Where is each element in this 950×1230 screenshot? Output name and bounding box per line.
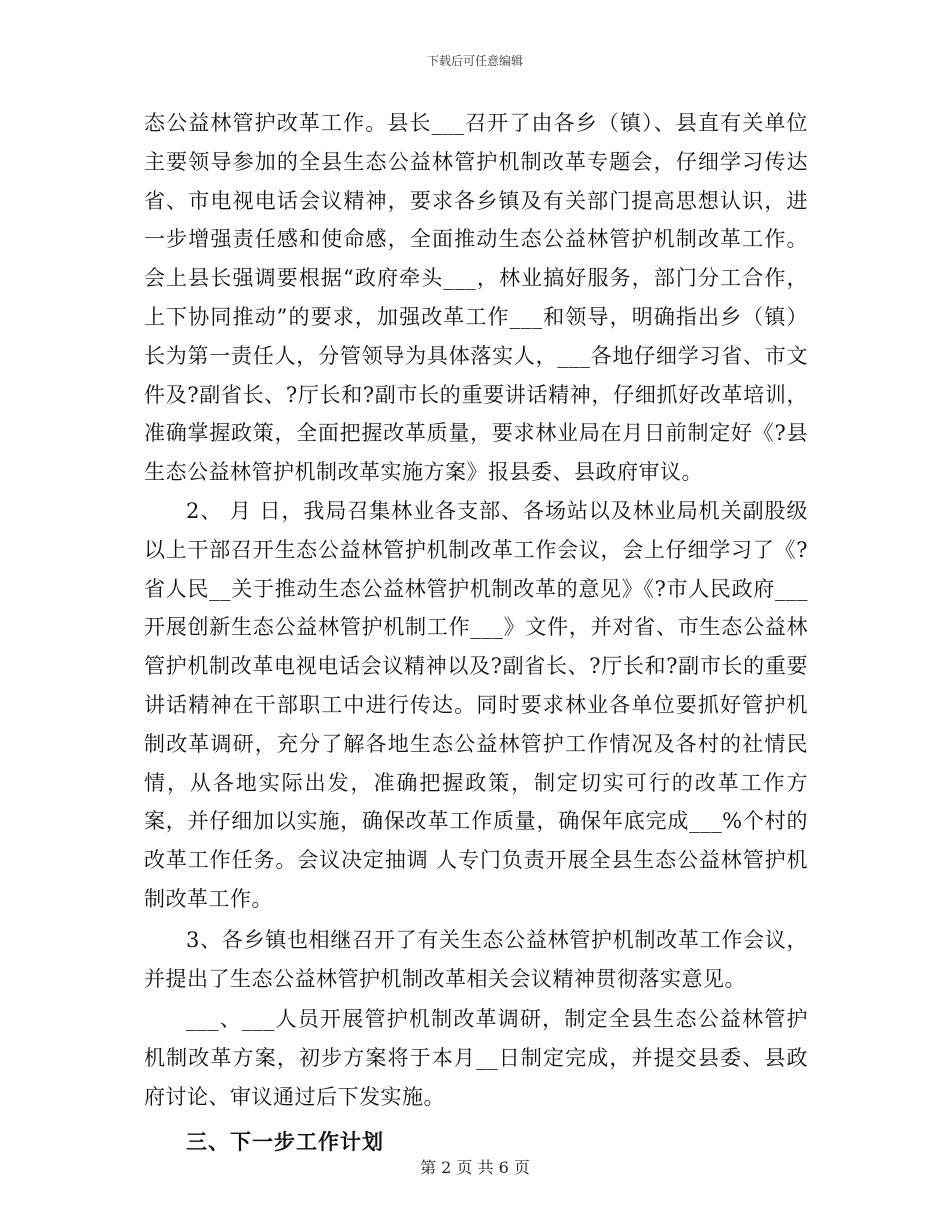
page-number: 第 2 页 共 6 页: [420, 1158, 530, 1177]
section-heading-next-steps: 三、下一步工作计划: [186, 1129, 384, 1154]
paragraph-item-2: 2、 月 日，我局召集林业各支部、各场站以及林业局机关副股级以上干部召开生态公益林管护机制改革工作会议，会上仔细学习了《?省人民__关于推动生态公益林管护机制改革的意见》《?市人民政府___开展创新生态公益林管护机制工作___》文件，并对省、市生态公益林管护机制改革电视电话会议精神以及?副省长、?厅长和?副市长的重要讲话精神在干部职工中进行传达。同时要求林业各单位要抓好管护机制改革调研，充分了解各地生态公益林管护工作情况及各村的社情民情，从各地实际出发，准确把握政策，制定切实可行的改革工作方案，并仔细加以实施，确保改革工作质量，确保年底完成___%个村的改革工作任务。会议决定抽调 人专门负责开展全县生态公益林管护机制改革工作。: [144, 498, 808, 911]
paragraph-research-plan: ___、___人员开展管护机制改革调研，制定全县生态公益林管护机制改革方案，初步方案将于本月__日制定完成，并提交县委、县政府讨论、审议通过后下发实施。: [144, 1007, 808, 1109]
paragraph-item-3: 3、各乡镇也相继召开了有关生态公益林管护机制改革工作会议，并提出了生态公益林管护机制改革相关会议精神贯彻落实意见。: [144, 927, 808, 991]
document-body: [144, 104, 808, 1162]
page-header-note: 下载后可任意编辑: [426, 54, 523, 68]
paragraph-continuation: 态公益林管护改革工作。县长___召开了由各乡（镇）、县直有关单位主要领导参加的全县生态公益林管护机制改革专题会，仔细学习传达省、市电视电话会议精神，要求各乡镇及有关部门提高思想认识，进一步增强责任感和使命感，全面推动生态公益林管护机制改革工作。会上县长强调要根据“政府牵头___，林业搞好服务，部门分工合作，上下协同推动”的要求，加强改革工作___和领导，明确指出乡（镇）长为第一责任人，分管领导为具体落实人，___各地仔细学习省、市文件及?副省长、?厅长和?副市长的重要讲话精神，仔细抓好改革培训，准确掌握政策，全面把握改革质量，要求林业局在月日前制定好《?县生态公益林管护机制改革实施方案》报县委、县政府审议。: [144, 111, 808, 485]
